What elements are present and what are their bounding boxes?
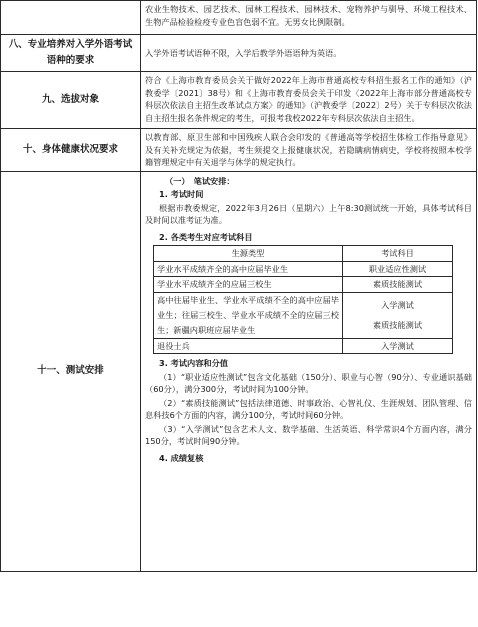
exam-content-text: （2）“素质技能测试”包括法律道德、时事政治、心智礼仪、生涯规划、团队管理、信息科技6个方面的内容，满分100分，考试时间60分钟。 <box>145 397 472 420</box>
item-heading: 3. 考试内容和分值 <box>159 358 228 368</box>
item-heading: 2. 各类考生对应考试科目 <box>159 231 253 242</box>
table-cell: 学业水平成绩齐全的高中应届毕业生 <box>154 261 343 277</box>
table-row <box>154 277 453 293</box>
table-row <box>1 1 477 35</box>
table-row <box>154 246 453 262</box>
table-row <box>1 171 477 571</box>
table-cell: 素质技能测试 <box>343 277 453 293</box>
health-requirement-text: 以教育部、原卫生部和中国残疾人联合会印发的《普通高等学校招生体检工作指导意见》及有关补充规定为依据，考生须提交上报健康状况，若隐瞒病情病史，学校将按照本校学籍管理规定中有关退学与休学的规定执行。 <box>141 129 477 172</box>
item-heading: 4. 成绩复核 <box>159 452 204 463</box>
table-row <box>1 129 477 172</box>
subjects-restriction-text: 农业生物技术、园艺技术、园林工程技术、园林技术、宠物养护与驯导、环境工程技术、生物产品检验检疫专业色盲色弱不宜。无男女比例限制。 <box>141 1 477 35</box>
table-cell: 退役士兵 <box>154 338 343 354</box>
exam-arrangement-cell <box>141 171 477 571</box>
exam-content-text: （3）“入学测试”包含艺术人文、数学基础、生活英语、科学常识4个方面内容，满分150分，考试时间90分钟。 <box>145 423 472 446</box>
table-cell: 高中往届毕业生、学业水平成绩不全的高中应届毕业生；往届三校生、学业水平成绩不全的应届三校生；新疆内职班应届毕业生 <box>154 292 343 338</box>
table-cell: 入学测试 <box>343 338 453 354</box>
table-header: 考试科目 <box>343 246 453 262</box>
table-row <box>1 35 477 72</box>
exam-time-text: 根据市教委规定，2022年3月26日（星期六）上午8:30测试统一开始，具体考试科目及时间以准考证为准。 <box>145 202 472 225</box>
row-label-health: 十、身体健康状况要求 <box>1 129 141 172</box>
row-label-exam: 十一、测试安排 <box>1 171 141 571</box>
table-row <box>154 292 453 338</box>
table-row <box>154 261 453 277</box>
row-label-language: 八、专业培养对入学外语考试语种的要求 <box>1 35 141 72</box>
row-label-empty <box>1 1 141 35</box>
table-cell: 职业适应性测试 <box>343 261 453 277</box>
exam-subject-table <box>153 245 453 354</box>
target-text: 符合《上海市教育委员会关于做好2022年上海市普通高校专科招生报名工作的通知》（沪教委学〔2021〕38号）和《上海市教育委员会关于印发〈2022年上海市部分普通高校专科层次依法自主招生改革试点方案〉的通知》（沪教委学〔2022〕2号）关于专科层次依法自主招生报名条件规定的考生，可报考我校2022年专科层次依法自主招生。 <box>141 72 477 129</box>
row-label-target: 九、选拔对象 <box>1 72 141 129</box>
table-cell: 学业水平成绩齐全的应届三校生 <box>154 277 343 293</box>
table-row <box>1 72 477 129</box>
language-requirement-text: 入学外语考试语种不限，入学后教学外语语种为英语。 <box>141 35 477 72</box>
exam-content-text: （1）“职业适应性测试”包含文化基础（150分）、职业与心智（90分）、专业通识基础（60分），满分300分，考试时间为100分钟。 <box>145 371 472 394</box>
table-row <box>154 338 453 354</box>
section-heading: （一） 笔试安排： <box>165 175 235 186</box>
table-cell: 入学测试 素质技能测试 <box>343 292 453 338</box>
table-header: 生源类型 <box>154 246 343 262</box>
item-heading: 1. 考试时间 <box>159 189 204 199</box>
